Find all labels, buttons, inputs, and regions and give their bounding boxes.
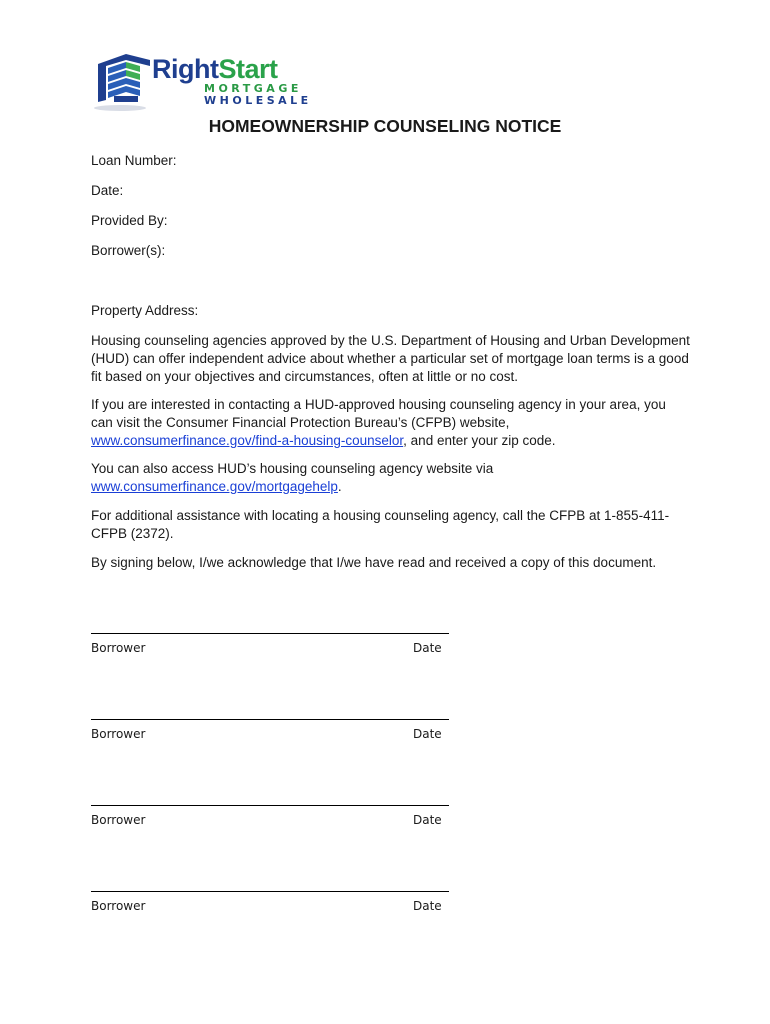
signature-borrower-label: Borrower: [91, 899, 146, 913]
paragraph-hud-text-end: .: [337, 479, 342, 494]
signature-line[interactable]: [91, 805, 449, 806]
paragraph-hud-intro: Housing counseling agencies approved by the U.S. Department of Housing and Urban Development (HUD) can offer independent advice about whether a particular set of mortgage loan terms is a good fit based on your objectives and circumstances, often at little or no cost.: [91, 333, 690, 384]
logo-brand-right: Right: [152, 54, 219, 84]
loan-number-label: Loan Number:: [91, 153, 177, 168]
mortgagehelp-link[interactable]: www.consumerfinance.gov/mortgagehelp: [91, 479, 338, 494]
signature-date-label: Date: [413, 727, 442, 741]
provided-by-label: Provided By:: [91, 213, 168, 228]
logo-brand-name: [152, 56, 322, 83]
company-logo: [92, 50, 322, 112]
logo-subtitle-mortgage: MORTGAGE: [204, 82, 302, 95]
signature-date-label: Date: [413, 899, 442, 913]
paragraph-cfpb-text-end: , and enter your zip code.: [403, 433, 556, 448]
document-title: HOMEOWNERSHIP COUNSELING NOTICE: [208, 116, 562, 136]
paragraph-hud-website: [91, 460, 691, 496]
borrowers-label: Borrower(s):: [91, 243, 166, 258]
signature-borrower-label: Borrower: [91, 813, 146, 827]
paragraph-cfpb-phone: For additional assistance with locating a housing counseling agency, call the CFPB at 1-855-411-CFPB (2372).: [91, 508, 670, 541]
signature-date-label: Date: [413, 813, 442, 827]
logo-subtitle-wholesale: WHOLESALE: [204, 94, 312, 107]
date-label: Date:: [91, 183, 124, 198]
paragraph-acknowledgement: By signing below, I/we acknowledge that I/we have read and received a copy of this document.: [91, 555, 657, 570]
signature-line[interactable]: [91, 633, 449, 634]
signature-borrower-label: Borrower: [91, 727, 146, 741]
find-counselor-link[interactable]: www.consumerfinance.gov/find-a-housing-counselor: [91, 433, 404, 448]
paragraph-cfpb-text: If you are interested in contacting a HUD-approved housing counseling agency in your area, you can visit the Consumer Financial Protection Bureau’s (CFPB) website,: [91, 397, 666, 430]
signature-date-label: Date: [413, 641, 442, 655]
building-logo-icon: [92, 50, 154, 112]
logo-wordmark: [152, 56, 322, 107]
signature-borrower-label: Borrower: [91, 641, 146, 655]
signature-line[interactable]: [91, 719, 449, 720]
signature-line[interactable]: [91, 891, 449, 892]
property-address-label: Property Address:: [91, 303, 199, 318]
paragraph-cfpb-website: [91, 396, 691, 450]
paragraph-hud-text: You can also access HUD’s housing counseling agency website via: [91, 461, 494, 476]
logo-brand-start: Start: [218, 54, 278, 84]
